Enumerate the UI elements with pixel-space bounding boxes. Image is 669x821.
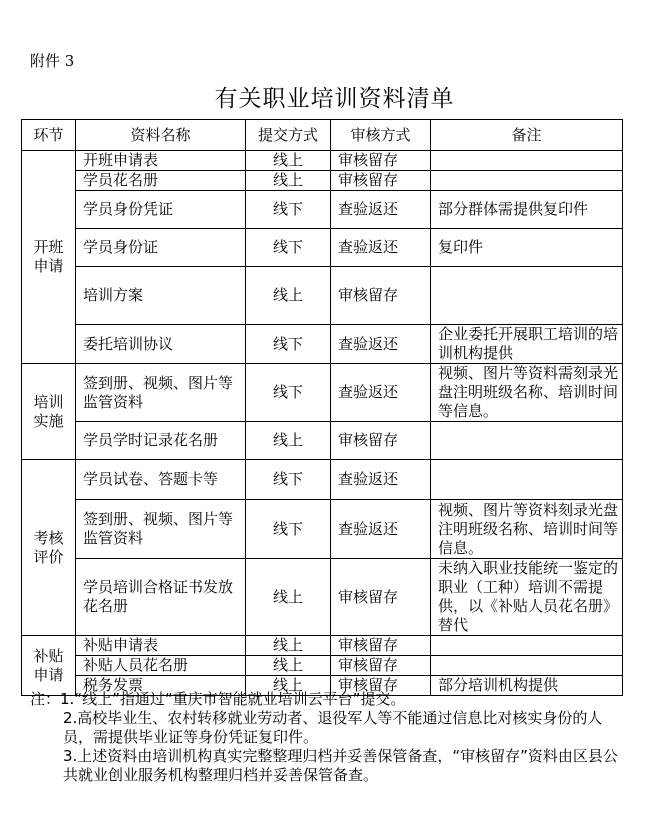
submit-method-cell: 线上 xyxy=(246,656,331,676)
submit-method-cell: 线上 xyxy=(246,422,331,460)
document-name-cell: 税务发票 xyxy=(76,676,246,696)
remarks-cell xyxy=(431,171,623,191)
document-name-cell: 开班申请表 xyxy=(76,151,246,171)
header-stage: 环节 xyxy=(22,120,76,151)
review-method-cell: 审核留存 xyxy=(331,676,431,696)
attachment-label: 附件 3 xyxy=(30,52,75,70)
footnote-2: 2.高校毕业生、农村转移就业劳动者、退役军人等不能通过信息比对核实身份的人员，需提供毕业证等身份凭证复印件。 xyxy=(63,709,603,746)
table-row xyxy=(22,151,623,171)
submit-method-cell: 线下 xyxy=(246,500,331,559)
review-method-cell: 审核留存 xyxy=(331,636,431,656)
header-remarks: 备注 xyxy=(431,120,623,151)
review-method-cell: 审核留存 xyxy=(331,151,431,171)
review-method-cell: 查验返还 xyxy=(331,229,431,267)
table-row xyxy=(22,500,623,559)
remarks-cell: 未纳入职业技能统一鉴定的职业（工种）培训不需提供，以《补贴人员花名册》替代 xyxy=(431,559,623,636)
table-row xyxy=(22,559,623,636)
remarks-cell: 视频、图片等资料刻录光盘注明班级名称、培训时间等信息。 xyxy=(431,500,623,559)
stage-cell: 开班 申请 xyxy=(22,151,76,364)
table-row xyxy=(22,229,623,267)
table-row xyxy=(22,364,623,422)
document-name-cell: 补贴申请表 xyxy=(76,636,246,656)
submit-method-cell: 线上 xyxy=(246,171,331,191)
review-method-cell: 查验返还 xyxy=(331,364,431,422)
table-row xyxy=(22,267,623,325)
table-row xyxy=(22,422,623,460)
review-method-cell: 审核留存 xyxy=(331,171,431,191)
document-name-cell: 培训方案 xyxy=(76,267,246,325)
submit-method-cell: 线上 xyxy=(246,267,331,325)
table-header-row xyxy=(22,120,623,151)
submit-method-cell: 线下 xyxy=(246,325,331,364)
submit-method-cell: 线下 xyxy=(246,229,331,267)
remarks-cell: 复印件 xyxy=(431,229,623,267)
table-row xyxy=(22,191,623,229)
submit-method-cell: 线上 xyxy=(246,151,331,171)
materials-table xyxy=(21,119,623,696)
document-name-cell: 学员身份凭证 xyxy=(76,191,246,229)
header-review-method: 审核方式 xyxy=(331,120,431,151)
review-method-cell: 查验返还 xyxy=(331,460,431,500)
remarks-cell xyxy=(431,460,623,500)
stage-cell: 考核 评价 xyxy=(22,460,76,636)
review-method-cell: 审核留存 xyxy=(331,422,431,460)
stage-cell: 补贴 申请 xyxy=(22,636,76,696)
submit-method-cell: 线下 xyxy=(246,364,331,422)
table-row xyxy=(22,325,623,364)
table-row xyxy=(22,460,623,500)
remarks-cell xyxy=(431,656,623,676)
table-row xyxy=(22,656,623,676)
remarks-cell xyxy=(431,151,623,171)
footnote-3: 3.上述资料由培训机构真实完整整理归档并妥善保管备查，“审核留存”资料由区县公共就业创业服务机构整理归档并妥善保管备查。 xyxy=(63,747,618,784)
document-name-cell: 补贴人员花名册 xyxy=(76,656,246,676)
review-method-cell: 查验返还 xyxy=(331,325,431,364)
footnote-1: 注：1.“线上”指通过“重庆市智能就业培训云平台”提交。 xyxy=(30,690,406,708)
document-name-cell: 学员学时记录花名册 xyxy=(76,422,246,460)
review-method-cell: 查验返还 xyxy=(331,191,431,229)
document-name-cell: 签到册、视频、图片等监管资料 xyxy=(76,364,246,422)
document-name-cell: 委托培训协议 xyxy=(76,325,246,364)
remarks-cell xyxy=(431,267,623,325)
submit-method-cell: 线上 xyxy=(246,559,331,636)
remarks-cell: 视频、图片等资料需刻录光盘注明班级名称、培训时间等信息。 xyxy=(431,364,623,422)
remarks-cell: 部分群体需提供复印件 xyxy=(431,191,623,229)
document-name-cell: 学员花名册 xyxy=(76,171,246,191)
submit-method-cell: 线下 xyxy=(246,460,331,500)
review-method-cell: 审核留存 xyxy=(331,559,431,636)
remarks-cell: 企业委托开展职工培训的培训机构提供 xyxy=(431,325,623,364)
page-title: 有关职业培训资料清单 xyxy=(214,86,455,112)
review-method-cell: 审核留存 xyxy=(331,267,431,325)
review-method-cell: 查验返还 xyxy=(331,500,431,559)
review-method-cell: 审核留存 xyxy=(331,656,431,676)
table-row xyxy=(22,171,623,191)
table-row xyxy=(22,636,623,656)
submit-method-cell: 线下 xyxy=(246,191,331,229)
remarks-cell: 部分培训机构提供 xyxy=(431,676,623,696)
document-name-cell: 学员培训合格证书发放花名册 xyxy=(76,559,246,636)
header-document: 资料名称 xyxy=(76,120,246,151)
remarks-cell xyxy=(431,422,623,460)
header-submit-method: 提交方式 xyxy=(246,120,331,151)
document-name-cell: 签到册、视频、图片等监管资料 xyxy=(76,500,246,559)
stage-cell: 培训 实施 xyxy=(22,364,76,460)
remarks-cell xyxy=(431,636,623,656)
document-name-cell: 学员身份证 xyxy=(76,229,246,267)
footnotes xyxy=(30,690,630,785)
submit-method-cell: 线上 xyxy=(246,676,331,696)
document-name-cell: 学员试卷、答题卡等 xyxy=(76,460,246,500)
submit-method-cell: 线上 xyxy=(246,636,331,656)
